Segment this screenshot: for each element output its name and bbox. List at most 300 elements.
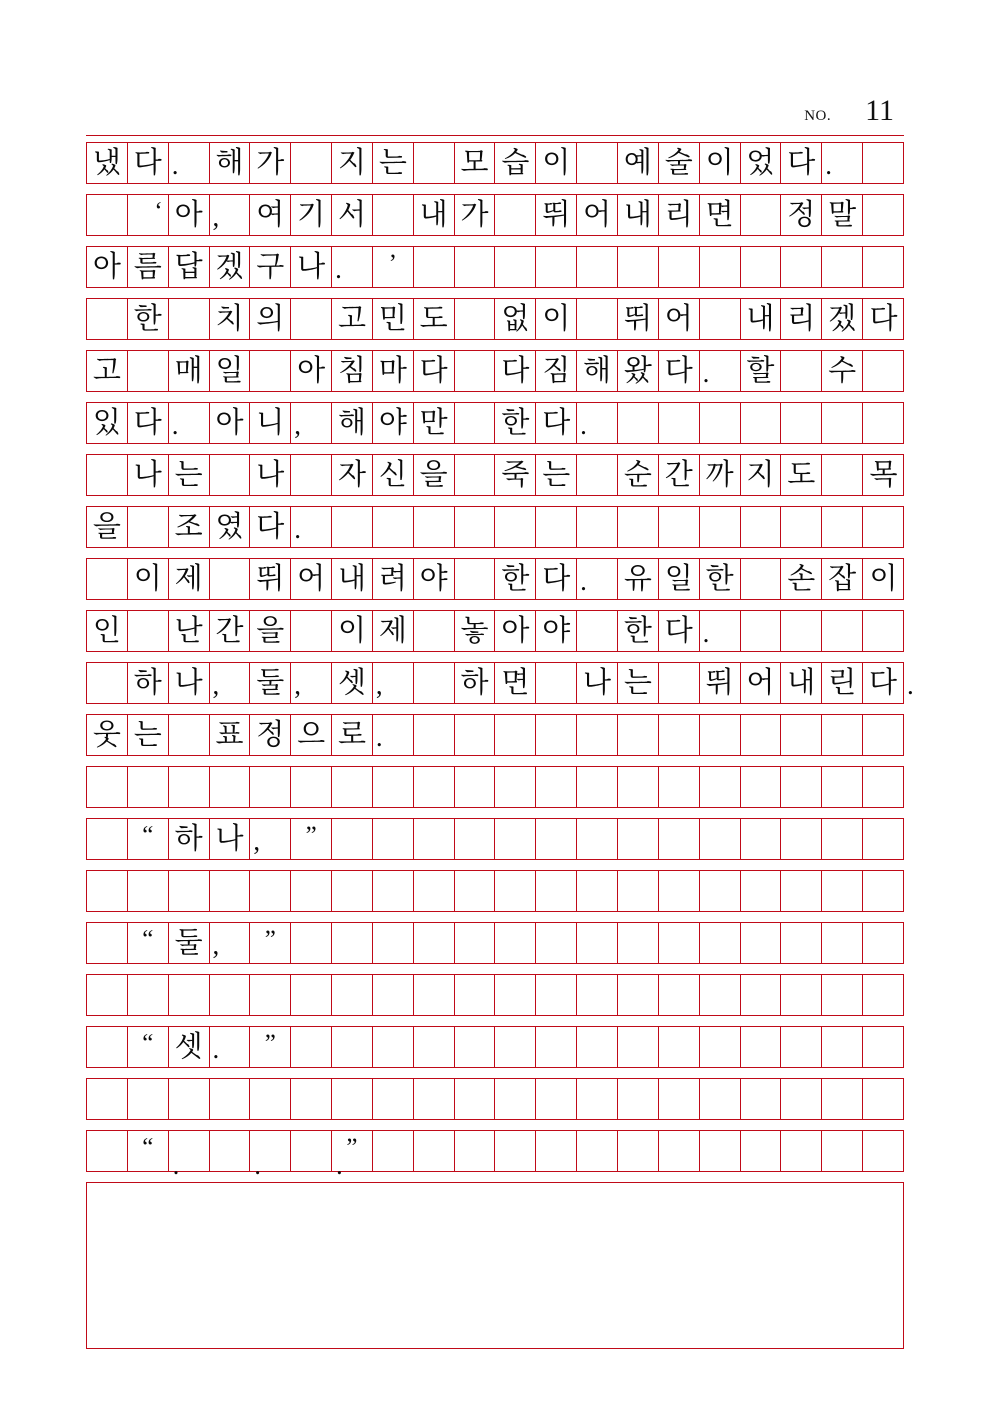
- manuscript-cell: [291, 403, 332, 443]
- manuscript-cell: [455, 247, 496, 287]
- manuscript-cell: [495, 1131, 536, 1171]
- manuscript-cell: [700, 975, 741, 1015]
- manuscript-cell: [495, 1079, 536, 1119]
- manuscript-cell: [414, 559, 455, 599]
- manuscript-glyph: 간: [215, 615, 244, 647]
- manuscript-row: [86, 1026, 904, 1068]
- manuscript-glyph: 간: [664, 459, 693, 491]
- manuscript-cell: [87, 871, 128, 911]
- manuscript-cell: [210, 923, 251, 963]
- manuscript-cell: [210, 455, 251, 495]
- manuscript-cell: [210, 1079, 251, 1119]
- manuscript-cell: [455, 507, 496, 547]
- manuscript-cell: [291, 767, 332, 807]
- manuscript-cell: [822, 247, 863, 287]
- manuscript-cell: [414, 975, 455, 1015]
- manuscript-cell: [577, 663, 618, 703]
- manuscript-cell: [373, 975, 414, 1015]
- manuscript-glyph: 나: [215, 823, 244, 855]
- manuscript-row: [86, 714, 904, 756]
- manuscript-glyph: 을: [256, 615, 285, 647]
- manuscript-cell: [291, 819, 332, 859]
- manuscript-cell: [741, 195, 782, 235]
- manuscript-cell: [618, 975, 659, 1015]
- manuscript-cell: [250, 1027, 291, 1067]
- manuscript-cell: [700, 507, 741, 547]
- manuscript-cell: [87, 1131, 128, 1171]
- manuscript-cell: [536, 559, 577, 599]
- manuscript-cell: [414, 767, 455, 807]
- manuscript-cell: [210, 663, 251, 703]
- manuscript-glyph: 는: [174, 459, 203, 491]
- manuscript-cell: [250, 611, 291, 651]
- manuscript-glyph: 뛰: [256, 563, 285, 595]
- manuscript-glyph: 정: [256, 719, 285, 751]
- manuscript-glyph: 해: [215, 147, 244, 179]
- manuscript-cell: [414, 923, 455, 963]
- manuscript-glyph: 있: [92, 407, 121, 439]
- manuscript-cell: [373, 143, 414, 183]
- manuscript-cell: [373, 559, 414, 599]
- manuscript-cell: [863, 923, 904, 963]
- manuscript-glyph: 죽: [501, 459, 530, 491]
- manuscript-cell: [495, 559, 536, 599]
- manuscript-glyph: 가: [256, 147, 285, 179]
- manuscript-cell: [455, 299, 496, 339]
- quote-open-icon: “: [142, 1134, 154, 1161]
- manuscript-glyph: 셋: [174, 1031, 203, 1063]
- manuscript-cell: [373, 923, 414, 963]
- manuscript-cell: [128, 715, 169, 755]
- manuscript-glyph: 서: [337, 199, 366, 231]
- manuscript-cell: [455, 351, 496, 391]
- manuscript-cell: [781, 559, 822, 599]
- manuscript-glyph: ,: [212, 930, 220, 960]
- manuscript-glyph: 예: [623, 147, 652, 179]
- manuscript-glyph: 는: [623, 667, 652, 699]
- manuscript-cell: [169, 143, 210, 183]
- manuscript-cell: [781, 871, 822, 911]
- manuscript-cell: [455, 663, 496, 703]
- manuscript-cell: [128, 1079, 169, 1119]
- manuscript-cell: [210, 403, 251, 443]
- manuscript-cell: [577, 143, 618, 183]
- manuscript-row: [86, 870, 904, 912]
- manuscript-cell: [659, 143, 700, 183]
- manuscript-cell: [332, 455, 373, 495]
- manuscript-cell: [455, 611, 496, 651]
- manuscript-cell: [169, 819, 210, 859]
- manuscript-cell: [863, 403, 904, 443]
- manuscript-cell: [741, 299, 782, 339]
- manuscript-glyph: 치: [215, 303, 244, 335]
- manuscript-cell: [87, 559, 128, 599]
- manuscript-cell: [618, 195, 659, 235]
- manuscript-cell: [128, 871, 169, 911]
- manuscript-cell: [577, 767, 618, 807]
- manuscript-cell: [169, 1079, 210, 1119]
- manuscript-glyph: 모: [460, 147, 489, 179]
- manuscript-glyph: 다: [869, 303, 898, 335]
- manuscript-cell: [332, 663, 373, 703]
- manuscript-cell: [495, 195, 536, 235]
- manuscript-cell: [536, 611, 577, 651]
- manuscript-glyph: 난: [174, 615, 203, 647]
- manuscript-glyph: 겠: [828, 303, 857, 335]
- manuscript-cell: [332, 507, 373, 547]
- manuscript-glyph: 나: [297, 251, 326, 283]
- manuscript-cell: [700, 403, 741, 443]
- manuscript-cell: [169, 1131, 210, 1180]
- manuscript-cell: [250, 715, 291, 755]
- manuscript-cell: [414, 455, 455, 495]
- manuscript-glyph: 한: [501, 407, 530, 439]
- manuscript-cell: [700, 1079, 741, 1119]
- manuscript-cell: [495, 247, 536, 287]
- manuscript-cell: [87, 923, 128, 963]
- manuscript-cell: [741, 923, 782, 963]
- manuscript-cell: [577, 299, 618, 339]
- manuscript-glyph: 나: [133, 459, 162, 491]
- manuscript-glyph: 한: [705, 563, 734, 595]
- manuscript-glyph: 자: [337, 459, 366, 491]
- manuscript-cell: [210, 975, 251, 1015]
- manuscript-cell: [455, 767, 496, 807]
- manuscript-glyph: 다: [542, 407, 571, 439]
- manuscript-cell: [291, 1027, 332, 1067]
- manuscript-cell: [332, 195, 373, 235]
- manuscript-cell: [781, 247, 822, 287]
- manuscript-cell: [536, 923, 577, 963]
- manuscript-cell: [700, 871, 741, 911]
- manuscript-glyph: 어: [746, 667, 775, 699]
- manuscript-glyph: ”: [264, 1030, 276, 1057]
- manuscript-cell: [700, 819, 741, 859]
- manuscript-cell: [291, 663, 332, 703]
- manuscript-cell: [495, 871, 536, 911]
- manuscript-glyph: 나: [583, 667, 612, 699]
- manuscript-cell: [414, 299, 455, 339]
- manuscript-cell: [741, 559, 782, 599]
- manuscript-glyph: 가: [460, 199, 489, 231]
- manuscript-glyph: 의: [256, 303, 285, 335]
- manuscript-glyph: 해: [337, 407, 366, 439]
- header-rule: [86, 135, 904, 136]
- manuscript-cell: [455, 1027, 496, 1067]
- manuscript-cell: [700, 559, 741, 599]
- manuscript-cell: [169, 247, 210, 287]
- manuscript-cell: [822, 195, 863, 235]
- manuscript-cell: [822, 1131, 863, 1171]
- manuscript-cell: [87, 1079, 128, 1119]
- manuscript-cell: [495, 923, 536, 963]
- manuscript-cell: [291, 351, 332, 391]
- manuscript-cell: [863, 819, 904, 859]
- manuscript-glyph: 기: [297, 199, 326, 231]
- manuscript-cell: [659, 1027, 700, 1067]
- manuscript-cell: [250, 767, 291, 807]
- manuscript-cell: [291, 247, 332, 287]
- manuscript-cell: [87, 715, 128, 755]
- manuscript-cell: [618, 1079, 659, 1119]
- manuscript-cell: [781, 663, 822, 703]
- manuscript-glyph: 하: [460, 667, 489, 699]
- manuscript-cell: [169, 611, 210, 651]
- manuscript-cell: [700, 299, 741, 339]
- manuscript-cell: [822, 923, 863, 963]
- manuscript-cell: [332, 819, 373, 859]
- manuscript-glyph: 다: [787, 147, 816, 179]
- manuscript-cell: [536, 143, 577, 183]
- manuscript-cell: [169, 663, 210, 703]
- manuscript-glyph: 말: [828, 199, 857, 231]
- manuscript-cell: [863, 975, 904, 1015]
- manuscript-cell: [536, 663, 577, 703]
- manuscript-cell: [210, 767, 251, 807]
- manuscript-cell: [128, 1131, 169, 1171]
- manuscript-cell: [169, 455, 210, 495]
- manuscript-glyph: 마: [378, 355, 407, 387]
- manuscript-glyph: 해: [583, 355, 612, 387]
- overflow-period: .: [907, 670, 914, 700]
- manuscript-cell: [373, 507, 414, 547]
- manuscript-cell: [741, 143, 782, 183]
- manuscript-cell: [128, 195, 169, 235]
- manuscript-cell: [700, 611, 741, 651]
- manuscript-cell: [822, 663, 863, 703]
- manuscript-row: [86, 194, 904, 236]
- manuscript-cell: [455, 715, 496, 755]
- manuscript-glyph: 놓: [460, 615, 489, 647]
- manuscript-cell: [700, 923, 741, 963]
- manuscript-cell: [781, 299, 822, 339]
- manuscript-cell: [822, 1027, 863, 1067]
- manuscript-glyph: .: [702, 358, 710, 388]
- manuscript-row: [86, 558, 904, 600]
- manuscript-cell: [659, 663, 700, 703]
- manuscript-cell: [741, 871, 782, 911]
- manuscript-cell: [332, 143, 373, 183]
- manuscript-row: [86, 766, 904, 808]
- manuscript-glyph: 나: [256, 459, 285, 491]
- manuscript-cell: [332, 767, 373, 807]
- manuscript-cell: [291, 975, 332, 1015]
- manuscript-cell: [618, 923, 659, 963]
- manuscript-glyph: ,: [294, 410, 301, 440]
- manuscript-cell: [536, 819, 577, 859]
- manuscript-cell: [741, 455, 782, 495]
- manuscript-glyph: 이: [542, 147, 571, 179]
- manuscript-glyph: 까: [705, 459, 734, 491]
- manuscript-glyph: .: [825, 150, 832, 180]
- manuscript-cell: [250, 247, 291, 287]
- manuscript-cell: [210, 143, 251, 183]
- manuscript-cell: [659, 1079, 700, 1119]
- manuscript-cell: [577, 975, 618, 1015]
- manuscript-cell: [169, 403, 210, 443]
- manuscript-glyph: 야: [378, 407, 407, 439]
- manuscript-cell: [577, 559, 618, 599]
- no-label: NO.: [804, 108, 832, 124]
- manuscript-cell: [169, 195, 210, 235]
- manuscript-cell: [332, 1027, 373, 1067]
- manuscript-cell: [781, 143, 822, 183]
- page-number: 11: [865, 94, 894, 127]
- manuscript-cell: [781, 767, 822, 807]
- manuscript-cell: [373, 403, 414, 443]
- manuscript-cell: [210, 871, 251, 911]
- manuscript-glyph: 이: [869, 563, 898, 595]
- manuscript-glyph: 린: [828, 667, 857, 699]
- manuscript-cell: [741, 247, 782, 287]
- manuscript-cell: [700, 663, 741, 703]
- manuscript-cell: [373, 663, 414, 703]
- manuscript-cell: [618, 767, 659, 807]
- manuscript-cell: [128, 403, 169, 443]
- manuscript-glyph: 아: [215, 407, 244, 439]
- manuscript-cell: [741, 767, 782, 807]
- manuscript-cell: [659, 715, 700, 755]
- manuscript-glyph: 려: [378, 563, 407, 595]
- manuscript-cell: [781, 975, 822, 1015]
- manuscript-cell: [250, 195, 291, 235]
- manuscript-glyph: 유: [623, 563, 652, 595]
- manuscript-cell: [250, 143, 291, 183]
- manuscript-cell: [618, 507, 659, 547]
- manuscript-cell: [169, 351, 210, 391]
- manuscript-cell: [128, 455, 169, 495]
- manuscript-cell: [291, 455, 332, 495]
- manuscript-cell: [414, 1079, 455, 1119]
- manuscript-cell: [577, 247, 618, 287]
- manuscript-cell: [741, 1027, 782, 1067]
- manuscript-cell: [741, 663, 782, 703]
- manuscript-cell: [169, 923, 210, 963]
- manuscript-cell: [128, 611, 169, 651]
- manuscript-glyph: .: [335, 254, 342, 284]
- manuscript-glyph: .: [212, 1034, 220, 1064]
- manuscript-cell: [495, 975, 536, 1015]
- manuscript-cell: [210, 195, 251, 235]
- manuscript-glyph: “: [142, 926, 154, 953]
- manuscript-glyph: 야: [419, 563, 448, 595]
- manuscript-cell: [250, 455, 291, 495]
- manuscript-cell: [659, 871, 700, 911]
- manuscript-cell: [455, 871, 496, 911]
- manuscript-cell: [373, 195, 414, 235]
- manuscript-cell: [577, 403, 618, 443]
- manuscript-cell: [87, 819, 128, 859]
- manuscript-cell: [210, 247, 251, 287]
- manuscript-cell: [87, 611, 128, 651]
- manuscript-cell: [863, 767, 904, 807]
- manuscript-glyph: 둘: [174, 927, 203, 959]
- manuscript-glyph: ”: [264, 926, 276, 953]
- manuscript-glyph: 면: [705, 199, 734, 231]
- manuscript-cell: [414, 715, 455, 755]
- manuscript-cell: [210, 1027, 251, 1067]
- manuscript-cell: [455, 819, 496, 859]
- manuscript-cell: [822, 715, 863, 755]
- manuscript-cell: [863, 247, 904, 287]
- manuscript-cell: [863, 299, 904, 339]
- manuscript-cell: [781, 1079, 822, 1119]
- manuscript-cell: [781, 455, 822, 495]
- manuscript-cell: [536, 195, 577, 235]
- manuscript-cell: [659, 455, 700, 495]
- manuscript-glyph: 제: [378, 615, 407, 647]
- manuscript-cell: [536, 1027, 577, 1067]
- manuscript-glyph: 름: [133, 251, 162, 283]
- manuscript-cell: [659, 507, 700, 547]
- manuscript-cell: [169, 1027, 210, 1067]
- manuscript-cell: [291, 1131, 332, 1171]
- manuscript-cell: [495, 611, 536, 651]
- manuscript-glyph: 다: [133, 407, 162, 439]
- manuscript-cell: [495, 403, 536, 443]
- manuscript-glyph: 다: [256, 511, 285, 543]
- manuscript-row: [86, 402, 904, 444]
- manuscript-cell: [414, 663, 455, 703]
- manuscript-cell: [536, 403, 577, 443]
- manuscript-cell: [332, 1079, 373, 1119]
- manuscript-cell: [577, 455, 618, 495]
- manuscript-cell: [128, 767, 169, 807]
- manuscript-cell: [455, 195, 496, 235]
- manuscript-cell: [659, 975, 700, 1015]
- manuscript-glyph: 이: [133, 563, 162, 595]
- manuscript-glyph: 다: [664, 355, 693, 387]
- manuscript-cell: [455, 1079, 496, 1119]
- manuscript-glyph: 는: [133, 719, 162, 751]
- manuscript-cell: [250, 507, 291, 547]
- manuscript-cell: [536, 507, 577, 547]
- manuscript-cell: [373, 611, 414, 651]
- manuscript-cell: [87, 247, 128, 287]
- manuscript-cell: [250, 663, 291, 703]
- manuscript-glyph: 민: [378, 303, 407, 335]
- manuscript-cell: [291, 299, 332, 339]
- manuscript-cell: [291, 143, 332, 183]
- manuscript-cell: [618, 351, 659, 391]
- manuscript-cell: [250, 299, 291, 339]
- manuscript-cell: [414, 143, 455, 183]
- manuscript-cell: [414, 1131, 455, 1171]
- manuscript-grid: [86, 142, 914, 1182]
- manuscript-cell: [373, 767, 414, 807]
- manuscript-cell: [210, 351, 251, 391]
- manuscript-cell: [822, 871, 863, 911]
- manuscript-glyph: 었: [746, 147, 775, 179]
- manuscript-glyph: 한: [133, 303, 162, 335]
- manuscript-glyph: 다: [501, 355, 530, 387]
- manuscript-glyph: 만: [419, 407, 448, 439]
- manuscript-row: [86, 974, 904, 1016]
- manuscript-glyph: ’: [388, 250, 397, 277]
- manuscript-row: [86, 350, 904, 392]
- manuscript-cell: [373, 351, 414, 391]
- manuscript-cell: [373, 715, 414, 755]
- manuscript-cell: [210, 611, 251, 651]
- manuscript-glyph: ,: [375, 670, 383, 700]
- manuscript-cell: [741, 1131, 782, 1171]
- manuscript-cell: [128, 1027, 169, 1067]
- manuscript-cell: [536, 767, 577, 807]
- manuscript-cell: [87, 1027, 128, 1067]
- manuscript-cell: [210, 1131, 251, 1171]
- manuscript-cell: [495, 351, 536, 391]
- manuscript-glyph: 셋: [337, 667, 366, 699]
